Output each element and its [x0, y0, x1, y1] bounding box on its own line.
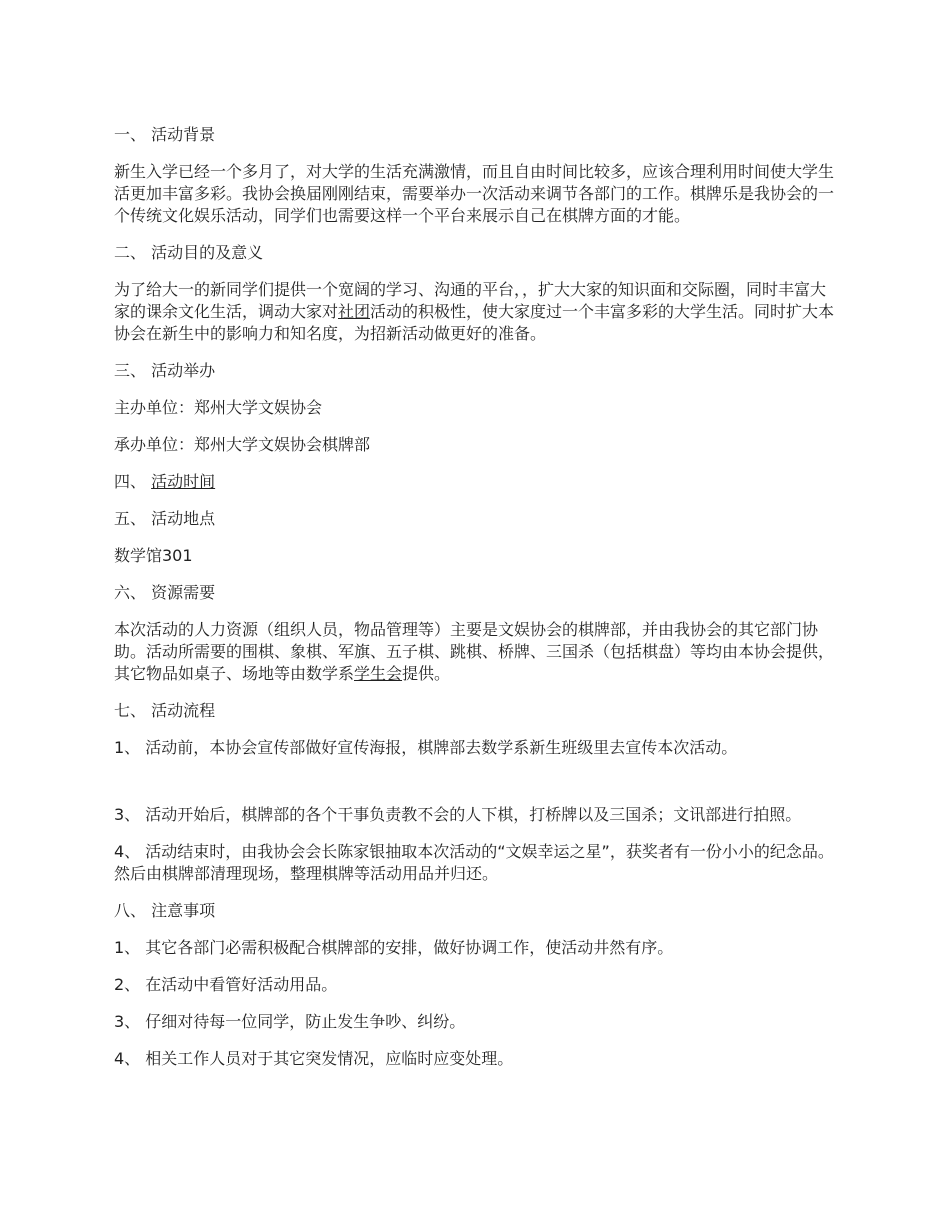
- section-heading-background: 一、 活动背景: [114, 125, 216, 144]
- purpose-paragraph: [114, 279, 840, 345]
- resources-paragraph: [114, 619, 840, 685]
- section-heading-notes: 八、 注意事项: [114, 901, 216, 920]
- section-heading-purpose: 二、 活动目的及意义: [114, 243, 264, 262]
- section-heading-resources: 六、 资源需要: [114, 583, 216, 602]
- process-item-1: 1、 活动前，本协会宣传部做好宣传海报，棋牌部去数学系新生班级里去宣传本次活动。: [114, 738, 738, 757]
- notes-item-1: 1、 其它各部门必需积极配合棋牌部的安排，做好协调工作，使活动井然有序。: [114, 938, 674, 957]
- student-union-link[interactable]: 学生会: [354, 664, 403, 683]
- time-heading-prefix: 四、: [114, 472, 152, 491]
- section-heading-time: [114, 471, 840, 493]
- organizer-line: 承办单位：郑州大学文娱协会棋牌部: [114, 435, 371, 454]
- resources-text-b: 提供。: [402, 664, 451, 683]
- process-item-4: 4、 活动结束时，由我协会会长陈家银抽取本次活动的“文娱幸运之星”，获奖者有一份小小的纪念品。然后由棋牌部清理现场，整理棋牌等活动用品并归还。: [114, 842, 834, 883]
- resources-text-a: 本次活动的人力资源（组织人员，物品管理等）主要是文娱协会的棋牌部，并由我协会的其它部门协助。活动所需要的围棋、象棋、军旗、五子棋、跳棋、桥牌、三国杀（包括棋盘）等均由本协会提供，其它物品如桌子、场地等由数学系: [114, 620, 835, 683]
- background-paragraph: 新生入学已经一个多月了，对大学的生活充满激情，而且自由时间比较多，应该合理利用时间使大学生活更加丰富多彩。我协会换届刚刚结束，需要举办一次活动来调节各部门的工作。棋牌乐是我协会的一个传统文化娱乐活动，同学们也需要这样一个平台来展示自己在棋牌方面的才能。: [114, 162, 835, 225]
- section-heading-organizers: 三、 活动举办: [114, 361, 216, 380]
- notes-item-3: 3、 仔细对待每一位同学，防止发生争吵、纠纷。: [114, 1012, 466, 1031]
- notes-item-2: 2、 在活动中看管好活动用品。: [114, 975, 338, 994]
- process-item-3: 3、 活动开始后，棋牌部的各个干事负责教不会的人下棋，打桥牌以及三国杀；文讯部进行拍照。: [114, 805, 802, 824]
- purpose-text-b: 活动的积极性，使大家度过一个丰富多彩的大学生活。同时扩大本协会在新生中的影响力和知名度，为招新活动做更好的准备。: [114, 302, 835, 343]
- activity-time-link[interactable]: 活动时间: [151, 472, 216, 491]
- notes-item-4: 4、 相关工作人员对于其它突发情况，应临时应变处理。: [114, 1049, 514, 1068]
- section-heading-process: 七、 活动流程: [114, 701, 216, 720]
- host-line: 主办单位：郑州大学文娱协会: [114, 398, 323, 417]
- section-heading-location: 五、 活动地点: [114, 509, 216, 528]
- blank-gap: [114, 774, 840, 804]
- document-body: [114, 124, 840, 1085]
- purpose-text-a: 为了给大一的新同学们提供一个宽阔的学习、沟通的平台，，扩大大家的知识面和交际圈，同时丰富大家的课余文化生活，调动大家对: [114, 280, 827, 321]
- location-line: 数学馆301: [114, 546, 193, 565]
- club-link[interactable]: 社团: [338, 302, 371, 321]
